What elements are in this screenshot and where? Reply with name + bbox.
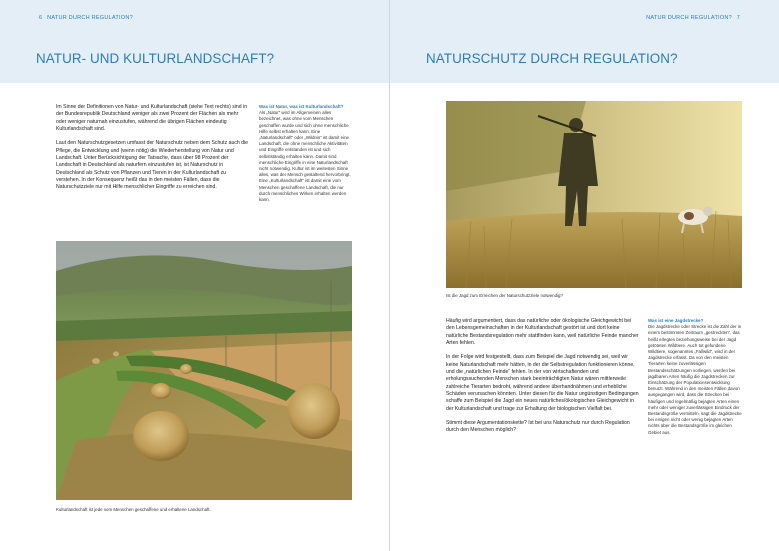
body-text [446, 318, 639, 442]
header-band [390, 0, 779, 83]
right-page [390, 0, 779, 551]
sidebar-box [259, 104, 355, 203]
page-number: 7 [736, 15, 740, 21]
paragraph: Laut den Naturschutzgesetzen umfasst der Naturschutz neben dem Schutz auch die Pflege, die Entwicklung und (wenn nötig) die Wiederherstellung von Natur und Landschaft. Unter Berücksichtigung der Tatsache, dass über 98 Prozent der Landschaft in Deutschland als naturfern einzustufen ist, ist Naturschutz in Deutschland als Schutz von Pflanzen und Tieren in der Kulturlandschaft zu verstehen. In der Konsequenz heißt das in den meisten Fällen, dass die Naturschutzziele nur mit Hilfe menschlicher Eingriffe zu erreichen sind. [56, 140, 249, 191]
landscape-photo [56, 241, 352, 500]
running-head-text: NATUR DURCH REGULATION? [646, 15, 732, 21]
paragraph: Häufig wird argumentiert, dass das natürliche oder ökologische Gleichgewicht bei den Lebensgemeinschaften in der Kulturlandschaft gestört ist und dort keine natürliche Bestandsregulation mehr stattfinden kann, weil natürliche Feinde mancher Arten fehlen. [446, 318, 639, 346]
photo-caption: Ist die Jagd zum Erreichen der Naturschutzziele notwendig? [446, 293, 563, 298]
sidebar-text: Die Jagdstrecke oder Strecke ist die Zahl der in einem bestimmten Zeitraum „gestreckten“, das heißt erlegten beziehungsweise bei der Jagd getöteten Wildtiere. Auch tot gefundene Wildtiere, sogenanntes „Fallwild“, wird in der Jagdstrecke erfasst. Da von den meisten Tierarten keine zuverlässigen Bestandsschätzungen vorliegen, werden bei jagdbaren Arten häufig die Jagdstrecken zur Einschätzung der Populationsentwicklung benutzt. Während in den meisten Fällen davon ausgegangen wird, dass die Strecken bei häufigen und regelmäßig bejagten Arten einen mehr oder weniger zuverlässigen Eindruck der Bestandsgröße vermitteln, sagt die Jagdstrecke bei einigen nicht oder wenig bejagten Arten nichts über die Bestandsgröße im gleichen Gebiet aus. [648, 324, 742, 435]
photo-caption: Kulturlandschaft ist jede vom Menschen geschaffene und erhaltene Landschaft. [56, 507, 211, 512]
paragraph: In der Folge wird festgestellt, dass zum Beispiel die Jagd notwendig sei, weil wir keine Naturlandschaft mehr hätten, in der die Selbstregulation funktionieren könne, und die „natürlichen Feinde“ fehlen. In der von wirtschaftenden und erholungssuchenden Menschen stark beeinträchtigten Natur wären mittlerweile zahlreiche Tierarten bedroht, während andere überhandnähmen und erhebliche Schäden verursachen könnten. Unter diesen für die Natur ungünstigen Bedingungen schaffe zum Beispiel die Jagd ein neues natürliches/ökologisches Gleichgewicht in der Kulturlandschaft und trage zur Erhaltung der biologischen Vielfalt bei. [446, 354, 639, 412]
sidebar-text: Als „Natur“ wird im Allgemeinen alles bezeichnet, was ohne vom Menschen geschaffen wurde und sich ohne menschliche Hilfe selbst erhalten kann. Eine „Naturlandschaft“ oder „Wildnis“ ist damit eine Landschaft, die ohne menschliche Aktivitäten und Eingriffe entstanden ist und sich selbstständig erhalten kann. Damit sind menschliche Eingriffe in eine Naturlandschaft nicht notwendig. Kultur ist im weitesten Sinne alles, was der Mensch gestaltend hervorbringt. Eine „Kulturlandschaft“ ist damit eine vom Menschen geschaffene Landschaft, die nur durch menschliches Wirken erhalten werden kann. [259, 110, 351, 203]
page-title: NATUR- UND KULTURLANDSCHAFT? [36, 51, 275, 66]
page-number: 6 [39, 15, 43, 21]
hay-bales-landscape-image [56, 241, 352, 500]
paragraph: Stimmt diese Argumentationskette? Ist bei uns Naturschutz nur durch Regulation durch den Menschen möglich? [446, 420, 630, 434]
page-title: NATURSCHUTZ DURCH REGULATION? [426, 51, 678, 66]
header-band [0, 0, 389, 83]
hunter-photo [446, 101, 742, 288]
body-text [56, 104, 250, 199]
paragraph: Im Sinne der Definitionen von Natur- und Kulturlandschaft (siehe Text rechts) sind in der Bundesrepublik Deutschland weniger als zwei Prozent der Flächen als mehr oder weniger naturnah einzustufen, während die übrigen Flächen eindeutig Kulturlandschaft sind. [56, 104, 248, 132]
sidebar-box [648, 318, 744, 436]
hunter-with-dog-image [446, 101, 742, 288]
sidebar-heading: Was ist Natur, was ist Kulturlandschaft? [259, 104, 344, 109]
running-head-text: NATUR DURCH REGULATION? [47, 15, 133, 21]
running-head-right [646, 15, 743, 21]
left-page [0, 0, 389, 551]
sidebar-heading: Was ist eine Jagdstrecke? [648, 318, 704, 323]
running-head-left [36, 15, 133, 21]
